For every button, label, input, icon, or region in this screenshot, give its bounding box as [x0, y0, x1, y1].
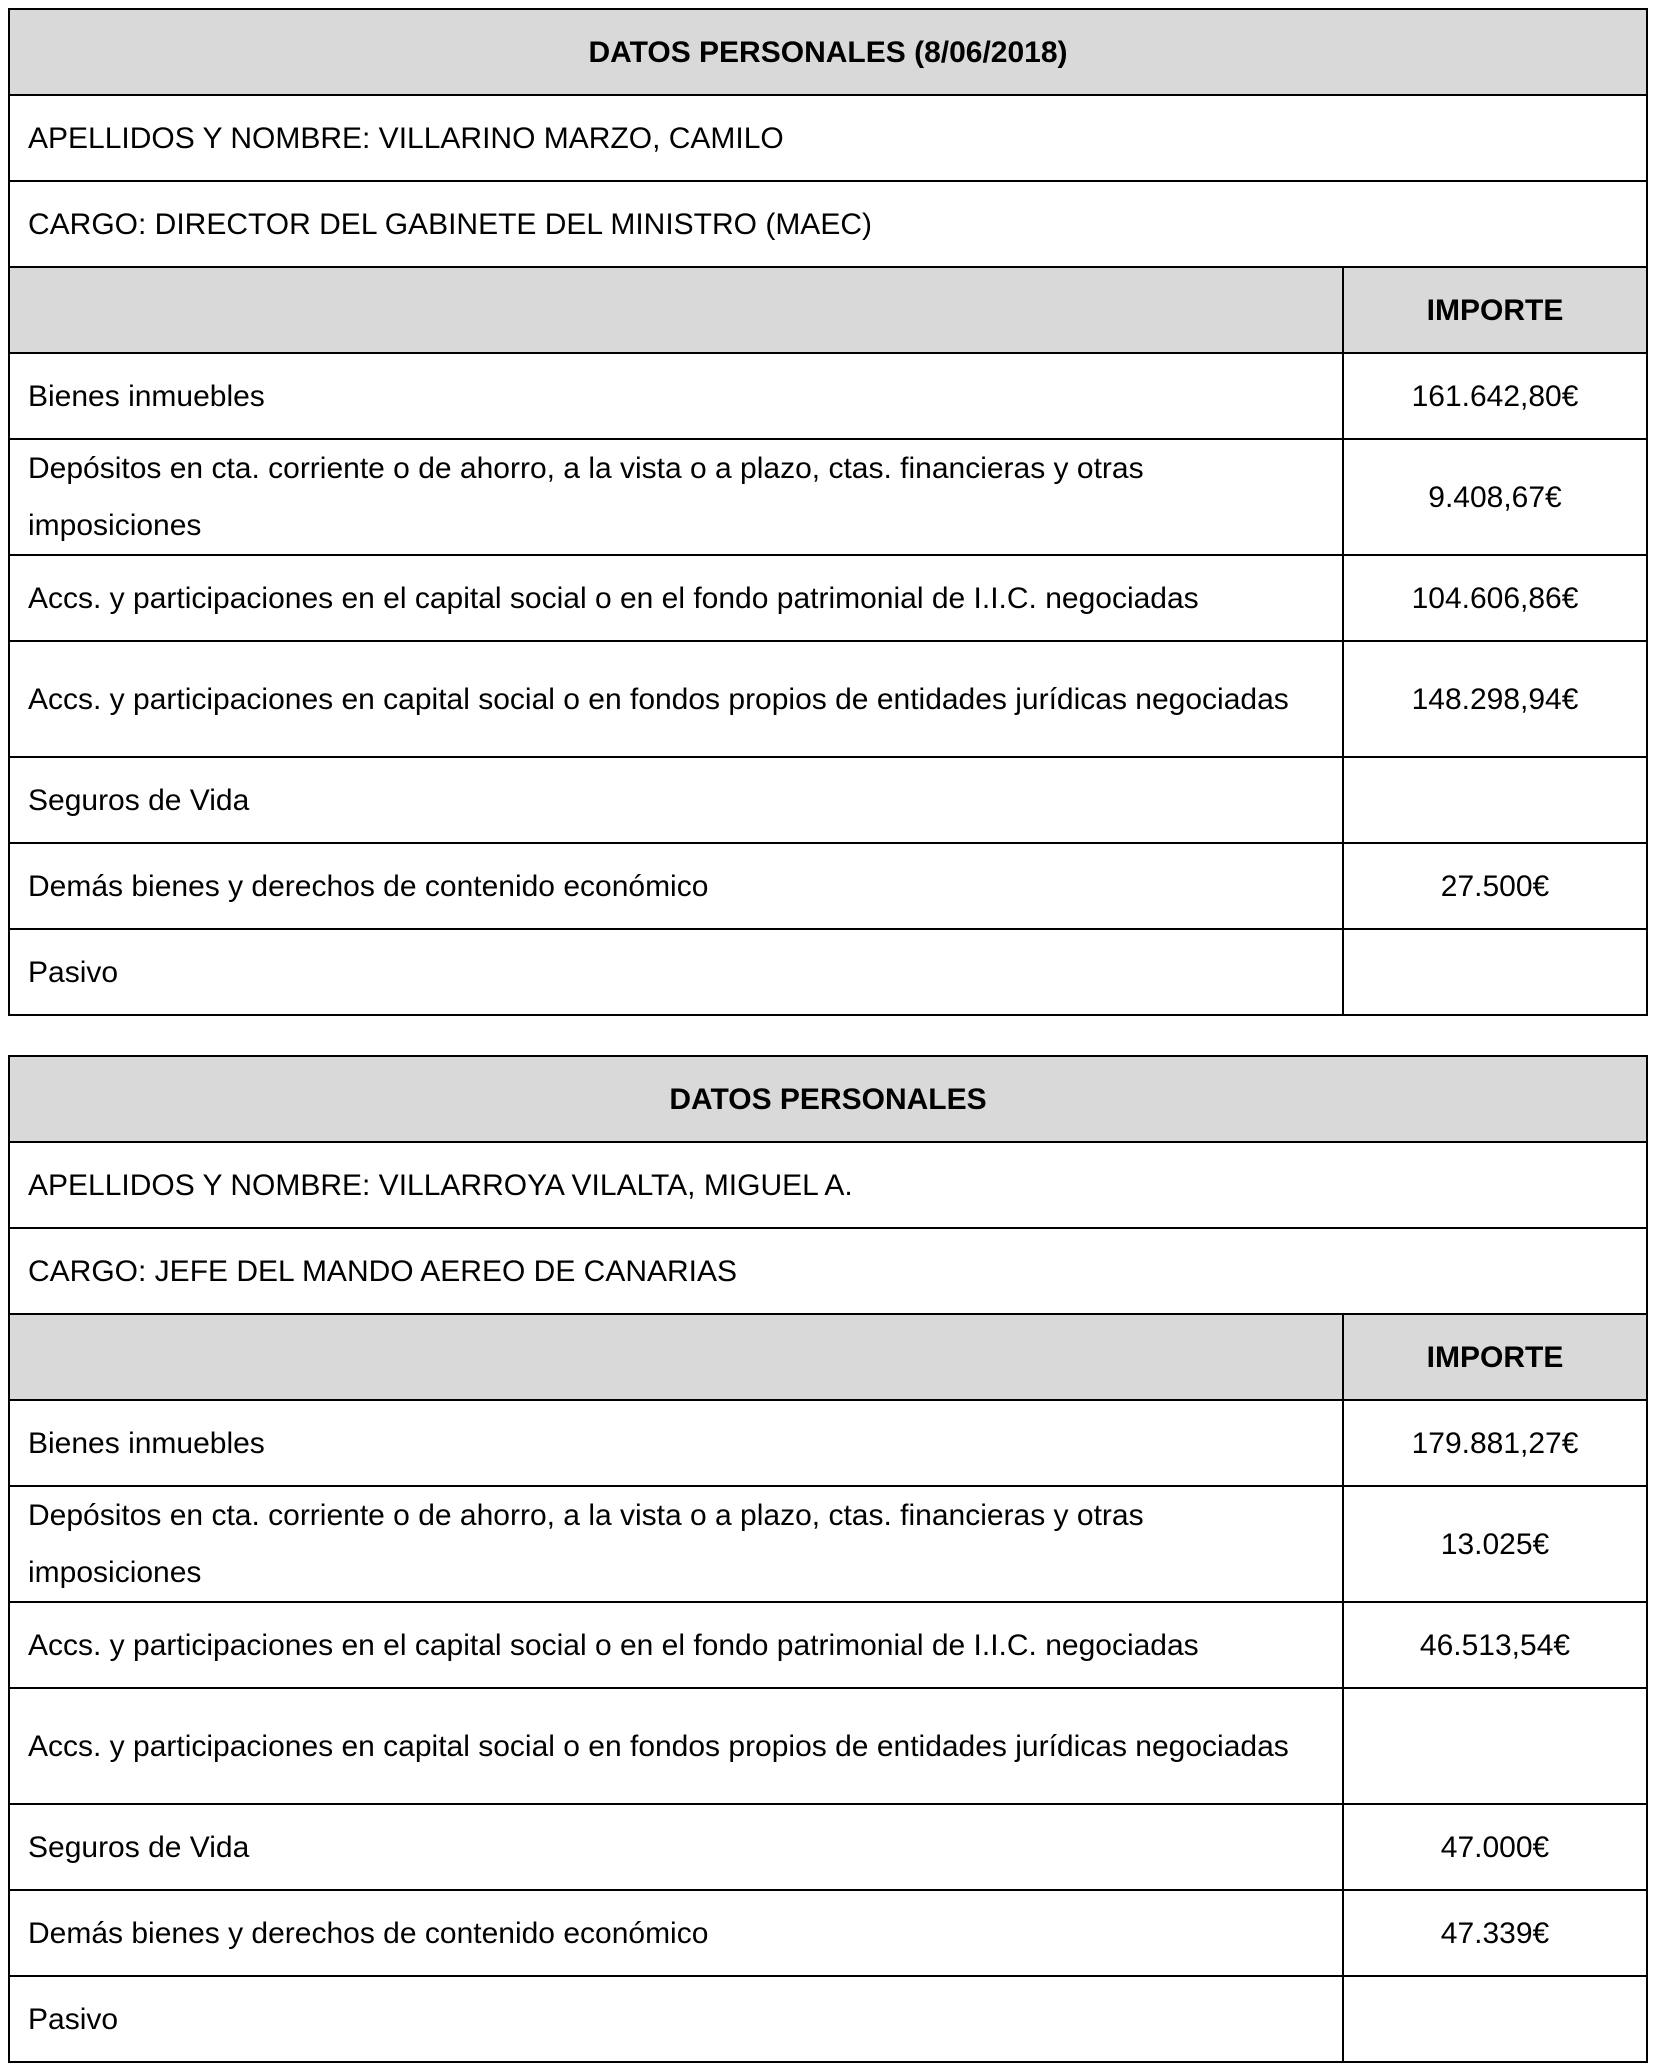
row-amount: 9.408,67€ — [1343, 439, 1647, 555]
row-amount — [1343, 929, 1647, 1015]
row-amount: 179.881,27€ — [1343, 1400, 1647, 1486]
row-label: Demás bienes y derechos de contenido económico — [9, 843, 1343, 929]
row-amount: 27.500€ — [1343, 843, 1647, 929]
row-amount — [1343, 1688, 1647, 1804]
table-row — [9, 1890, 1647, 1976]
table-row — [9, 1400, 1647, 1486]
row-amount: 161.642,80€ — [1343, 353, 1647, 439]
declaration-title: DATOS PERSONALES — [9, 1056, 1647, 1142]
row-label: Bienes inmuebles — [9, 1400, 1343, 1486]
row-amount: 148.298,94€ — [1343, 641, 1647, 757]
cargo-line: CARGO: JEFE DEL MANDO AEREO DE CANARIAS — [9, 1228, 1647, 1314]
row-label: Pasivo — [9, 1976, 1343, 2062]
table-row — [9, 843, 1647, 929]
importe-column-header: IMPORTE — [1343, 267, 1647, 353]
row-label: Pasivo — [9, 929, 1343, 1015]
row-label: Accs. y participaciones en el capital social o en el fondo patrimonial de I.I.C. negociadas — [9, 555, 1343, 641]
row-label: Accs. y participaciones en capital social o en fondos propios de entidades jurídicas negociadas — [9, 641, 1343, 757]
table-row — [9, 1804, 1647, 1890]
declaration-title: DATOS PERSONALES (8/06/2018) — [9, 9, 1647, 95]
importe-column-header: IMPORTE — [1343, 1314, 1647, 1400]
table-row — [9, 1602, 1647, 1688]
document-page — [8, 8, 1646, 2063]
table-row — [9, 929, 1647, 1015]
table-row — [9, 1976, 1647, 2062]
table-row — [9, 439, 1647, 555]
cargo-line: CARGO: DIRECTOR DEL GABINETE DEL MINISTRO (MAEC) — [9, 181, 1647, 267]
row-amount: 104.606,86€ — [1343, 555, 1647, 641]
row-amount: 47.000€ — [1343, 1804, 1647, 1890]
row-amount: 46.513,54€ — [1343, 1602, 1647, 1688]
name-line: APELLIDOS Y NOMBRE: VILLARINO MARZO, CAMILO — [9, 95, 1647, 181]
table-row — [9, 1688, 1647, 1804]
declaration-table-1 — [8, 8, 1648, 1016]
row-label: Accs. y participaciones en el capital social o en el fondo patrimonial de I.I.C. negociadas — [9, 1602, 1343, 1688]
row-label: Seguros de Vida — [9, 1804, 1343, 1890]
concept-column-header — [9, 267, 1343, 353]
table-row — [9, 555, 1647, 641]
table-row — [9, 353, 1647, 439]
table-row — [9, 1486, 1647, 1602]
row-label: Depósitos en cta. corriente o de ahorro, a la vista o a plazo, ctas. financieras y otras imposiciones — [9, 1486, 1343, 1602]
row-label: Depósitos en cta. corriente o de ahorro, a la vista o a plazo, ctas. financieras y otras imposiciones — [9, 439, 1343, 555]
declaration-table-2 — [8, 1055, 1648, 2063]
concept-column-header — [9, 1314, 1343, 1400]
name-line: APELLIDOS Y NOMBRE: VILLARROYA VILALTA, MIGUEL A. — [9, 1142, 1647, 1228]
row-label: Accs. y participaciones en capital social o en fondos propios de entidades jurídicas negociadas — [9, 1688, 1343, 1804]
table-row — [9, 757, 1647, 843]
row-amount — [1343, 757, 1647, 843]
row-label: Demás bienes y derechos de contenido económico — [9, 1890, 1343, 1976]
row-label: Bienes inmuebles — [9, 353, 1343, 439]
row-label: Seguros de Vida — [9, 757, 1343, 843]
row-amount: 47.339€ — [1343, 1890, 1647, 1976]
row-amount: 13.025€ — [1343, 1486, 1647, 1602]
table-row — [9, 641, 1647, 757]
row-amount — [1343, 1976, 1647, 2062]
